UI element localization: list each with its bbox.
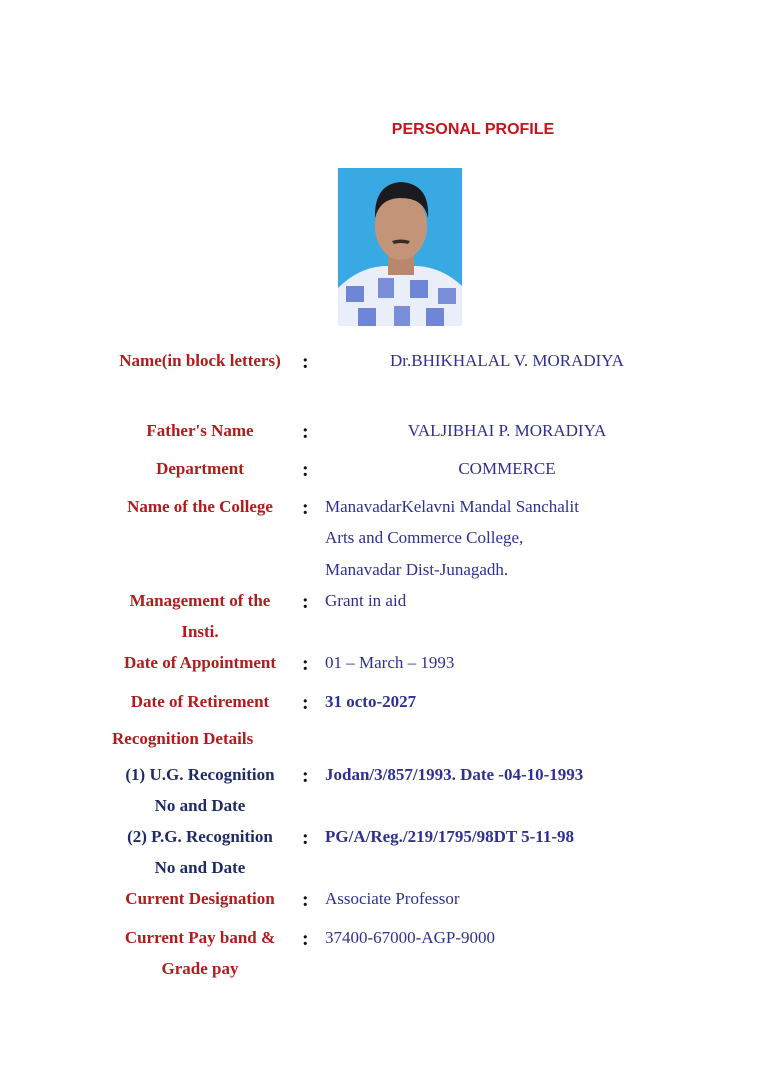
value-name: Dr.BHIKHALAL V. MORADIYA (390, 351, 624, 370)
colon: : (302, 889, 309, 911)
value-college-line-3: Manavadar Dist-Junagadh. (325, 560, 509, 579)
colon: : (302, 591, 309, 613)
label-appointment: Date of Appointment (123, 653, 277, 672)
profile-photo (338, 168, 462, 326)
label-retirement: Date of Retirement (130, 692, 270, 711)
label-fathers-name: Father's Name (146, 421, 254, 440)
label-pay-band-line-1: Current Pay band & (124, 928, 276, 947)
value-management: Grant in aid (325, 591, 407, 610)
label-management-line-2: Insti. (181, 622, 219, 641)
section-recognition-details: Recognition Details (112, 729, 254, 748)
colon: : (302, 827, 309, 849)
label-pg-recognition-line-2: No and Date (154, 858, 246, 877)
label-department: Department (156, 459, 244, 478)
value-pg-recognition: PG/A/Reg./219/1795/98DT 5-11-98 (325, 827, 575, 846)
label-name: Name(in block letters) (119, 351, 281, 370)
value-designation: Associate Professor (325, 889, 460, 908)
colon: : (302, 765, 309, 787)
value-fathers-name: VALJIBHAI P. MORADIYA (407, 421, 607, 440)
colon: : (302, 459, 309, 481)
label-ug-recognition-line-2: No and Date (154, 796, 246, 815)
label-pg-recognition-line-1: (2) P.G. Recognition (127, 827, 273, 846)
colon: : (302, 692, 309, 714)
value-appointment: 01 – March – 1993 (325, 653, 455, 672)
colon: : (302, 351, 309, 373)
label-pay-band-line-2: Grade pay (161, 959, 239, 978)
label-ug-recognition-line-1: (1) U.G. Recognition (125, 765, 275, 784)
value-ug-recognition: Jodan/3/857/1993. Date -04-10-1993 (325, 765, 584, 784)
value-college-line-2: Arts and Commerce College, (325, 528, 524, 547)
page-title: PERSONAL PROFILE (391, 121, 555, 138)
colon: : (302, 928, 309, 950)
colon: : (302, 653, 309, 675)
label-college: Name of the College (127, 497, 273, 516)
value-college-line-1: ManavadarKelavni Mandal Sanchalit (325, 497, 579, 516)
colon: : (302, 421, 309, 443)
label-designation: Current Designation (125, 889, 275, 908)
label-management-line-1: Management of the (129, 591, 271, 610)
value-retirement: 31 octo-2027 (325, 692, 417, 711)
value-pay-band: 37400-67000-AGP-9000 (325, 928, 495, 947)
value-department: COMMERCE (458, 459, 556, 478)
colon: : (302, 497, 309, 519)
